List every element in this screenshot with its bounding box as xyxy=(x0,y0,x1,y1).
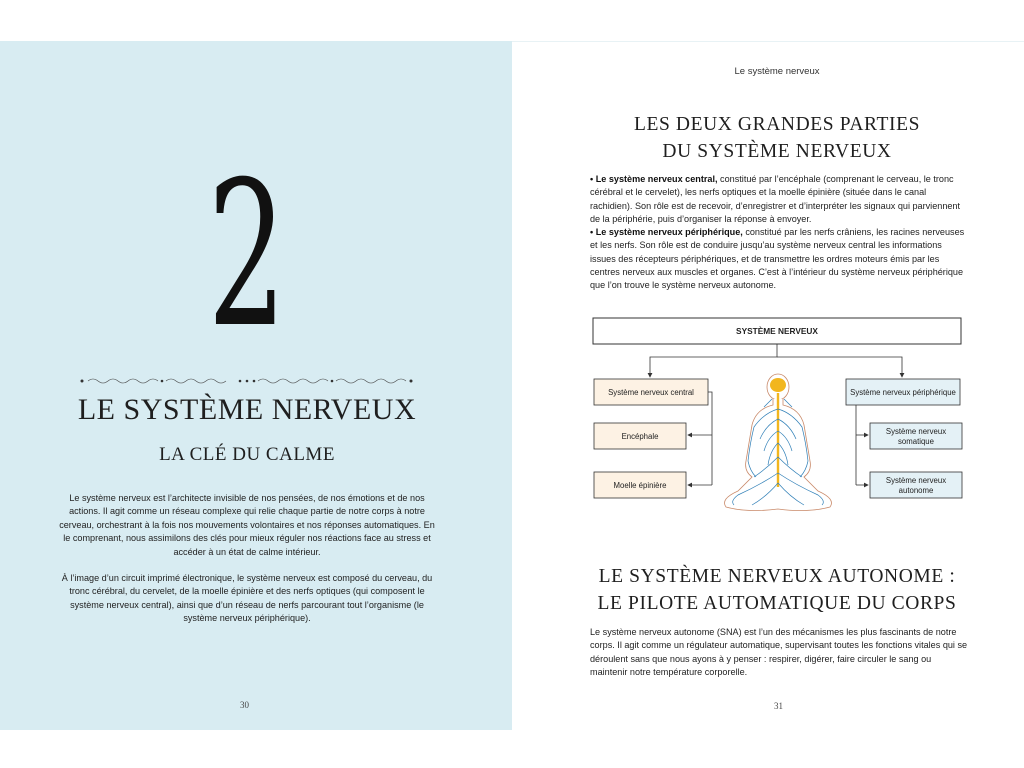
book-spread xyxy=(0,41,1024,730)
moelle-label: Moelle épinière xyxy=(613,481,667,490)
section-title-parts xyxy=(512,111,1024,165)
bullet-central xyxy=(590,173,968,226)
section-title-line: DU SYSTÈME NERVEUX xyxy=(662,141,892,162)
peripheral-label: Système nerveux périphérique xyxy=(850,388,956,397)
bullet-central-term: • Le système nerveux central, xyxy=(590,174,718,184)
somatique-label-2: somatique xyxy=(898,437,934,446)
intro-paragraph: Le système nerveux est l’architecte invisible de nos pensées, de nos émotions et de nos actions. Il agit comme un réseau complexe qui relie chaque partie de notre corps à notre cerveau, orchestrant à la fois nos mouvements volontaires et nos réponses automatiques. En le comprenant, nous assimilons des clés pour mieux réguler nos réactions face au stress et accéder à un état de calme intérieur. xyxy=(59,493,435,557)
bullet-peripheral-text: constitué par les nerfs crâniens, les racines nerveuses et les nerfs. Son rôle est de conduire jusqu’au système nerveux central les informations issues des récepteurs périphériques, et de transmettre les ordres moteurs émis par les centres nerveux aux muscles et organes. C’est à l’intérieur du système nerveux périphérique que l’on trouve le système nerveux autonome. xyxy=(590,227,965,291)
page-number-left: 30 xyxy=(240,700,249,710)
bullet-peripheral xyxy=(590,226,968,292)
ornament-divider xyxy=(80,376,414,386)
encephale-label: Encéphale xyxy=(621,432,659,441)
chapter-title: LE SYSTÈME NERVEUX xyxy=(77,393,417,426)
intro-paragraph: À l’image d’un circuit imprimé électronique, le système nerveux est composé du cerveau, du tronc cérébral, du cervelet, de la moelle épinière et des nerfs optiques (qui composent le système nerveux central), ainsi que d’un réseau de nerfs parcourant tout l’organisme (le système nerveux périphérique). xyxy=(61,573,433,624)
central-label: Système nerveux central xyxy=(608,388,694,397)
section-title-line: LE PILOTE AUTOMATIQUE DU CORPS xyxy=(597,593,957,614)
nervous-system-diagram xyxy=(590,315,970,515)
somatique-label-1: Système nerveux xyxy=(885,427,947,436)
running-head: Le système nerveux xyxy=(734,66,820,77)
autonome-label-2: autonome xyxy=(898,486,934,495)
parts-description xyxy=(590,173,968,293)
page-number-right: 31 xyxy=(774,701,783,711)
bullet-central-text: constitué par l’encéphale (comprenant le cerveau, le tronc cérébral et le cervelet), les nerfs optiques et la moelle épinière (située dans le canal rachidien). Son rôle est de recevoir, d’enregistrer et d’interpréter les signaux qui parviennent de la périphérie, puis d’organiser la réponse à envoyer. xyxy=(590,174,961,224)
chapter-subtitle: LA CLÉ DU CALME xyxy=(159,444,335,465)
root-label: SYSTÈME NERVEUX xyxy=(736,326,818,336)
meditating-body-nervous-system-icon xyxy=(725,374,832,511)
section-title-autonomic xyxy=(512,563,1024,617)
bullet-peripheral-term: • Le système nerveux périphérique, xyxy=(590,227,743,238)
chapter-intro xyxy=(56,492,438,639)
section-title-line: LE SYSTÈME NERVEUX AUTONOME : xyxy=(598,566,956,587)
autonome-label-1: Système nerveux xyxy=(885,476,947,485)
autonomic-paragraph: Le système nerveux autonome (SNA) est l’un des mécanismes les plus fascinants de notre corps. Il agit comme un régulateur automatique, supervisant toutes les fonctions vitales qui se déroulent sans que nous ayons à y penser : respirer, digérer, faire circuler le sang ou maintenir notre température corporelle. xyxy=(590,627,968,677)
autonomic-description xyxy=(590,626,968,679)
right-page xyxy=(512,41,1024,731)
left-page xyxy=(0,41,512,730)
section-title-line: LES DEUX GRANDES PARTIES xyxy=(633,114,921,135)
chapter-number: 2 xyxy=(207,139,287,372)
